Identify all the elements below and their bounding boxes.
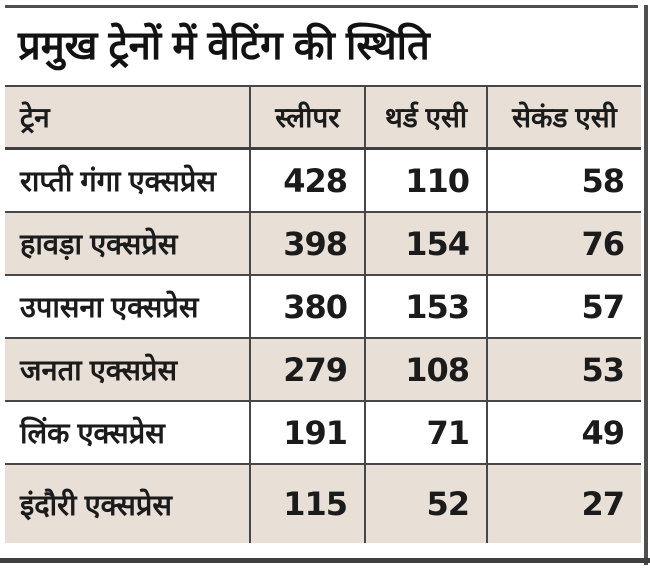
third-ac-value: 110	[364, 150, 486, 211]
table-row	[5, 402, 641, 465]
table-row	[5, 339, 641, 402]
second-ac-value: 58	[486, 150, 641, 211]
second-ac-value: 57	[486, 276, 641, 337]
sleeper-value: 279	[249, 339, 364, 400]
second-ac-value: 76	[486, 213, 641, 274]
third-ac-value: 108	[364, 339, 486, 400]
waiting-list-table	[5, 85, 641, 543]
train-name: इंदौरी एक्सप्रेस	[20, 489, 172, 522]
third-ac-value: 154	[364, 213, 486, 274]
train-name: लिंक एक्सप्रेस	[20, 418, 165, 450]
column-header-third-ac: थर्ड एसी	[364, 87, 486, 147]
train-name: हावड़ा एक्सप्रेस	[20, 229, 178, 261]
second-ac-value: 49	[486, 402, 641, 463]
table-header-row	[5, 87, 641, 150]
top-divider	[5, 5, 638, 8]
table-row	[5, 465, 641, 543]
sleeper-value: 115	[249, 465, 364, 543]
right-divider	[644, 5, 648, 565]
sleeper-value: 380	[249, 276, 364, 337]
train-name: उपासना एक्सप्रेस	[20, 292, 199, 324]
page-title: प्रमुख ट्रेनों में वेटिंग की स्थिति	[18, 24, 430, 68]
sleeper-value: 398	[249, 213, 364, 274]
second-ac-value: 27	[486, 465, 641, 543]
column-header-train: ट्रेन	[20, 102, 50, 133]
column-header-second-ac: सेकंड एसी	[486, 87, 641, 147]
table-row	[5, 150, 641, 213]
train-name: जनता एक्सप्रेस	[20, 355, 178, 387]
column-header-sleeper: स्लीपर	[249, 87, 364, 147]
third-ac-value: 71	[364, 402, 486, 463]
third-ac-value: 153	[364, 276, 486, 337]
table-row	[5, 213, 641, 276]
train-name: राप्ती गंगा एक्सप्रेस	[20, 166, 217, 198]
second-ac-value: 53	[486, 339, 641, 400]
sleeper-value: 428	[249, 150, 364, 211]
table-row	[5, 276, 641, 339]
third-ac-value: 52	[364, 465, 486, 543]
bottom-divider	[0, 558, 650, 563]
sleeper-value: 191	[249, 402, 364, 463]
